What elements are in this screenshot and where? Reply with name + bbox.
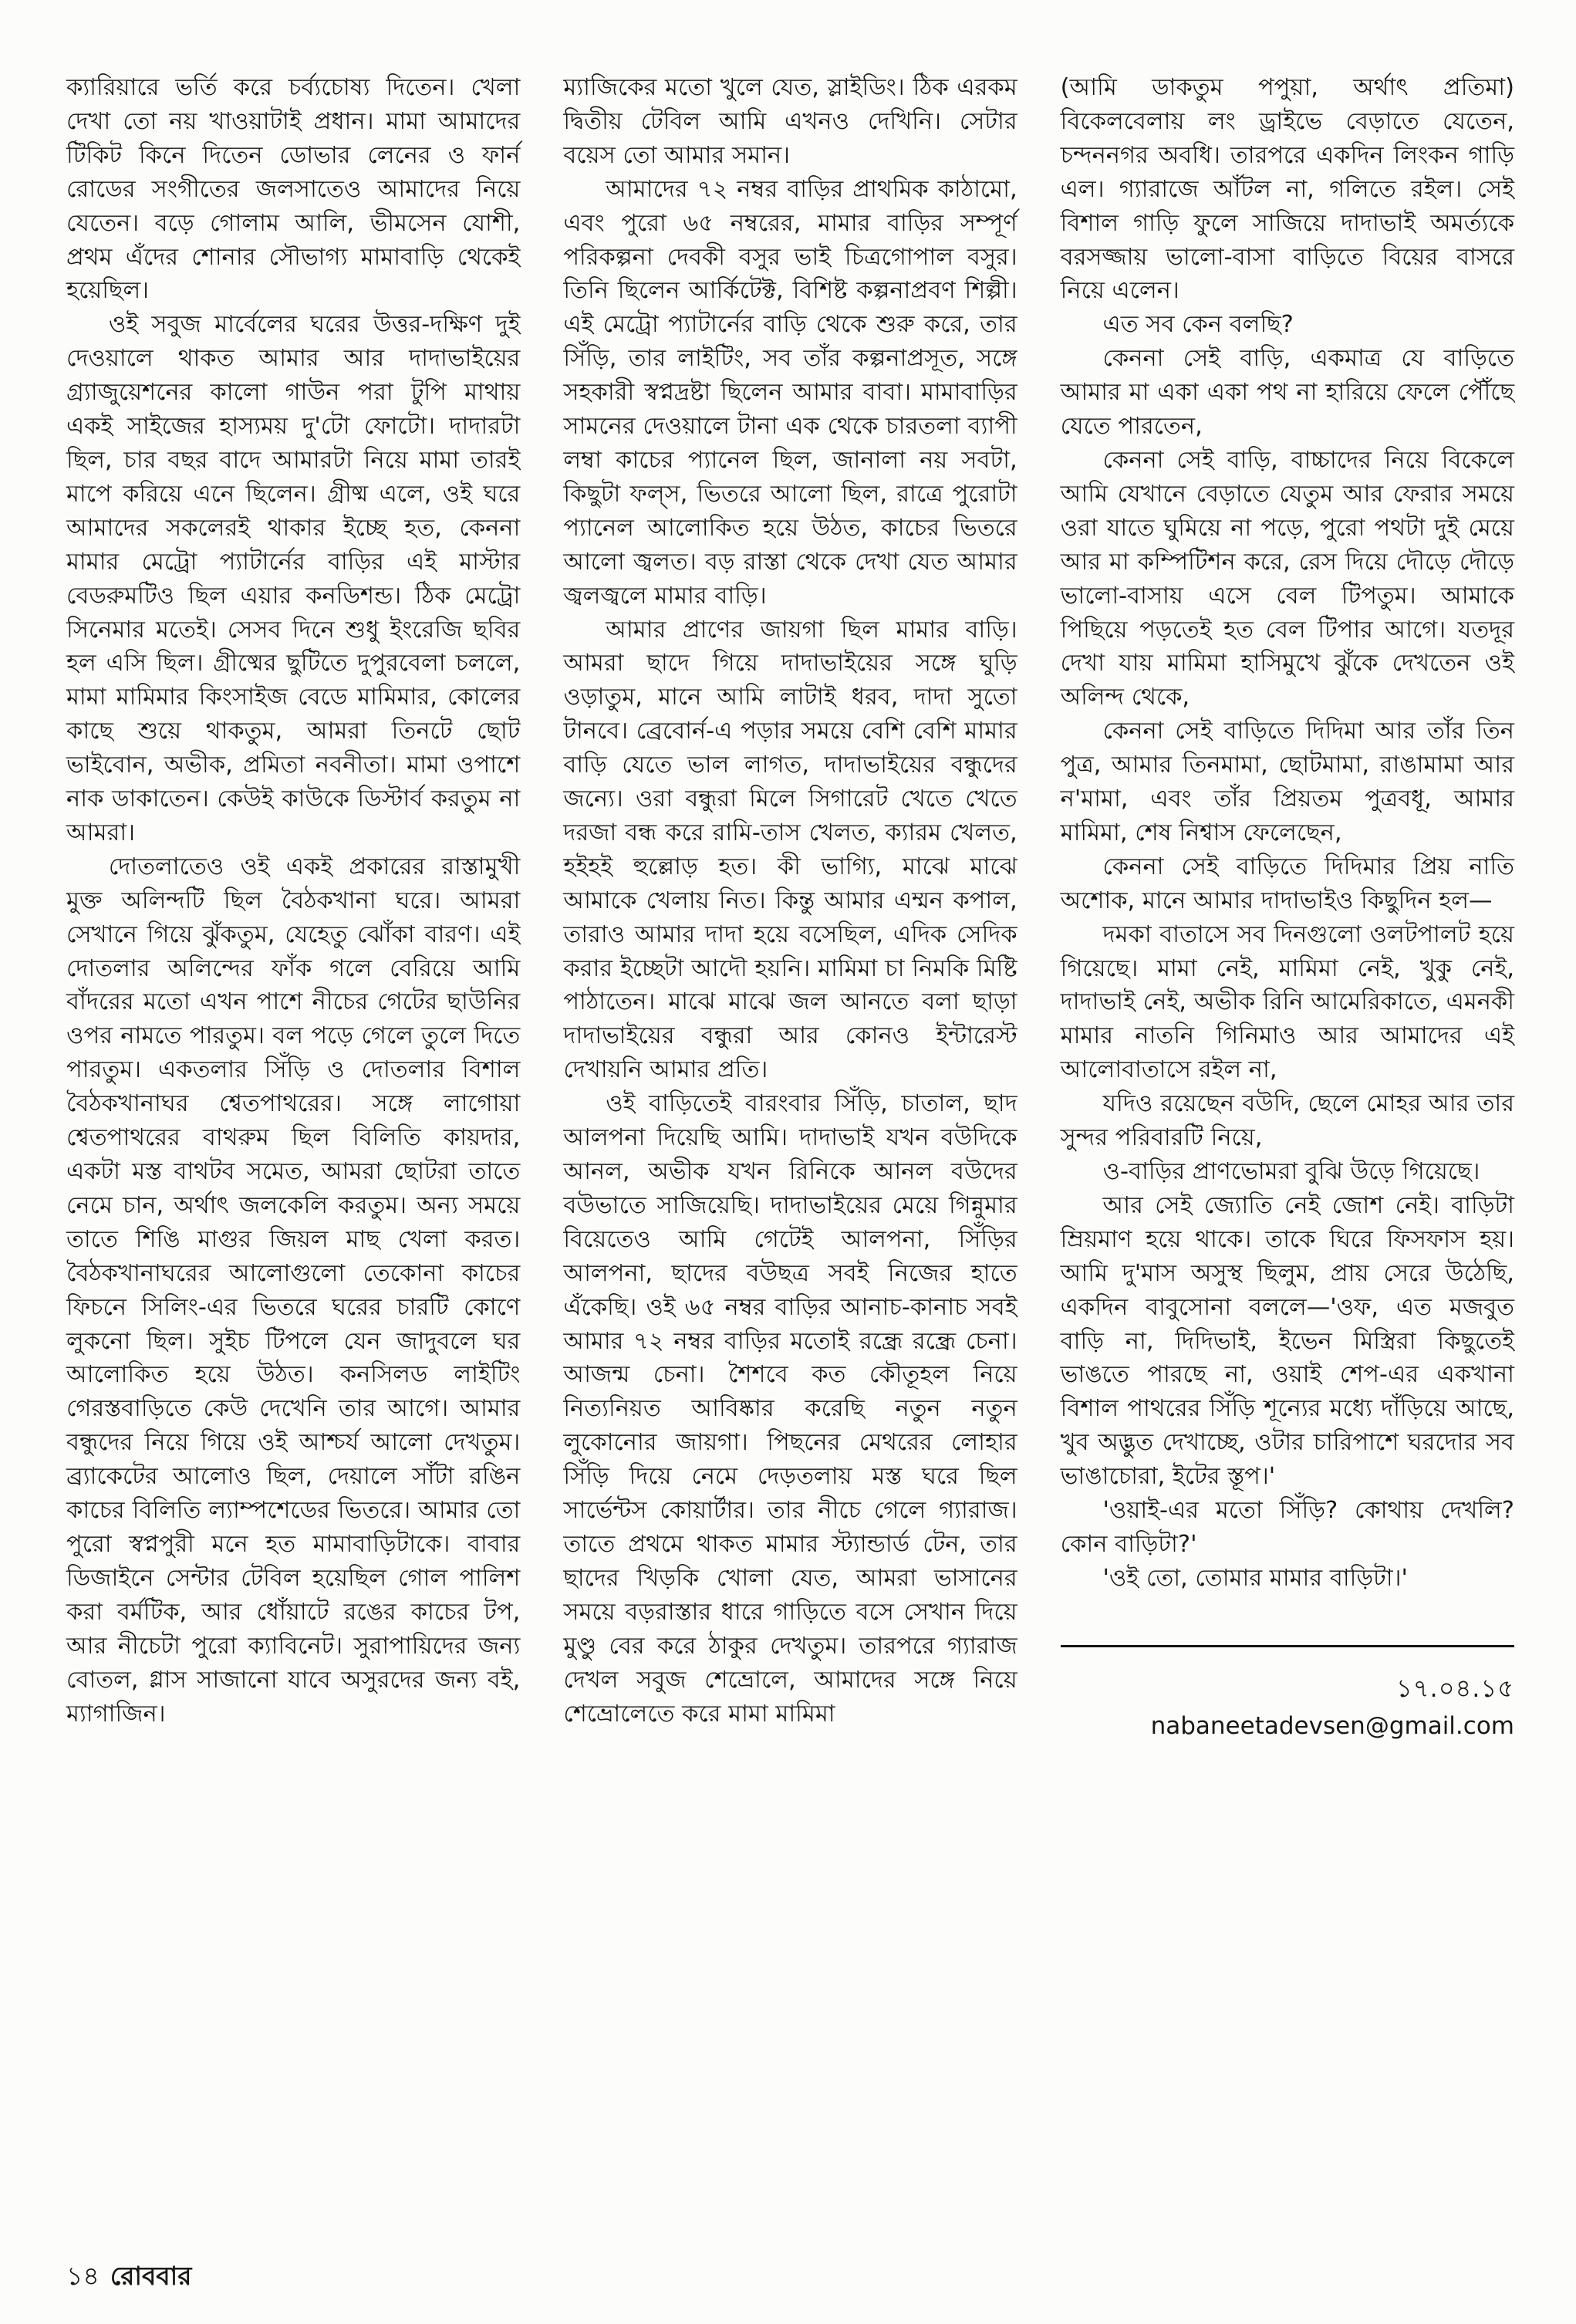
article-paragraph: ম্যাজিকের মতো খুলে যেত, স্লাইডিং। ঠিক এরকম দ্বিতীয় টেবিল আমি এখনও দেখিনি। সেটার বয়েস তো আমার সমান। [563, 74, 1017, 169]
article-paragraph: আর সেই জ্যোতি নেই জোশ নেই। বাড়িটা ম্রিয়মাণ হয়ে থাকে। তাকে ঘিরে ফিসফাস হয়। আমি দু'মাস অসুস্থ ছিলুম, প্রায় সেরে উঠেছি, একদিন বাবুসোনা বললে—'ওফ, এত মজবুত বাড়ি না, দিদিভাই, ইভেন মিস্ত্রিরা কিছুতেই ভাঙতে পারছে না, ওয়াই শেপ-এর একখানা বিশাল পাথরের সিঁড়ি শূন্যের মধ্যে দাঁড়িয়ে আছে, খুব অদ্ভুত দেখাচ্ছে, ওটার চারিপাশে ঘরদোর সব ভাঙাচোরা, ইটের স্তূপ।' [1060, 1191, 1514, 1491]
article-paragraph: এত সব কেন বলছি? [1102, 311, 1294, 339]
article-paragraph: কেননা সেই বাড়ি, একমাত্র যে বাড়িতে আমার মা একা একা পথ না হারিয়ে ফেলে পৌঁছে যেতে পারতেন, [1060, 345, 1514, 441]
article-column-1 [66, 71, 520, 1743]
article-paragraph: দোতলাতেও ওই একই প্রকারের রাস্তামুখী মুক্ত অলিন্দটি ছিল বৈঠকখানা ঘরে। আমরা সেখানে গিয়ে ঝুঁকতুম, যেহেতু ঝোঁকা বারণ। এই দোতলার অলিন্দের ফাঁক গলে বেরিয়ে আমি বাঁদরের মতো এখন পাশে নীচের গেটের ছাউনির ওপর নামতে পারতুম। বল পড়ে গেলে তুলে দিতে পারতুম। একতলার সিঁড়ি ও দোতলার বিশাল বৈঠকখানাঘর শ্বেতপাথরের। সঙ্গে লাগোয়া শ্বেতপাথরের বাথরুম ছিল বিলিতি কায়দার, একটা মস্ত বাথটব সমেত, আমরা ছোটরা তাতে নেমে চান, অর্থাৎ জলকেলি করতুম। অন্য সময়ে তাতে শিঙি মাগুর জিয়ল মাছ খেলা করত। বৈঠকখানাঘরের আলোগুলো তেকোনা কাচের ফিচনে সিলিং-এর ভিতরে ঘরের চারটি কোণে লুকনো ছিল। সুইচ টিপলে যেন জাদুবলে ঘর আলোকিত হয়ে উঠত। কনসিলড লাইটিং গেরস্তবাড়িতে কেউ দেখেনি তার আগে। আমার বন্ধুদের নিয়ে গিয়ে ওই আশ্চর্য আলো দেখতুম। ব্র্যাকেটের আলোও ছিল, দেয়ালে সাঁটা রঙিন কাচের বিলিতি ল্যাম্পশেডের ভিতরে। আমার তো পুরো স্বপ্নপুরী মনে হত মামাবাড়িটাকে। বাবার ডিজাইনে সেন্টার টেবিল হয়েছিল গোল পালিশ করা বর্মটিক, আর ধোঁয়াটে রঙের কাচের টপ, আর নীচেটা পুরো ক্যাবিনেট। সুরাপায়িদের জন্য বোতল, গ্লাস সাজানো যাবে অসুরদের জন্য বই, ম্যাগাজিন। [66, 853, 521, 1728]
article-paragraph: ও-বাড়ির প্রাণভোমরা বুঝি উড়ে গিয়েছে। [1102, 1158, 1480, 1185]
article-paragraph: কেননা সেই বাড়িতে দিদিমার প্রিয় নাতি অশোক, মানে আমার দাদাভাইও কিছুদিন হল— [1060, 853, 1514, 914]
signature-block [1061, 1645, 1514, 1744]
article-column-3-text [1061, 71, 1514, 1596]
page-footer [66, 2256, 191, 2299]
article-column-2 [563, 71, 1017, 1743]
article-paragraph: আমাদের ৭২ নম্বর বাড়ির প্রাথমিক কাঠামো, এবং পুরো ৬৫ নম্বরের, মামার বাড়ির সম্পূর্ণ পরিকল্পনা দেবকী বসুর ভাই চিত্রগোপাল বসুর। তিনি ছিলেন আর্কিটেক্ট, বিশিষ্ট কল্পনাপ্রবণ শিল্পী। এই মেট্রো প্যাটার্নের বাড়ি থেকে শুরু করে, তার সিঁড়ি, তার লাইটিং, সব তাঁর কল্পনাপ্রসূত, সঙ্গে সহকারী স্বপ্নদ্রষ্টা ছিলেন আমার বাবা। মামাবাড়ির সামনের দেওয়ালে টানা এক থেকে চারতলা ব্যাপী লম্বা কাচের প্যানেল ছিল, জানালা নয় সবটা, কিছুটা ফল্স, ভিতরে আলো ছিল, রাত্রে পুরোটা প্যানেল আলোকিত হয়ে উঠত, কাচের ভিতরে আলো জ্বলত। বড় রাস্তা থেকে দেখা যেত আমার জ্বলজ্বলে মামার বাড়ি। [563, 175, 1017, 610]
article-paragraph: কেননা সেই বাড়ি, বাচ্চাদের নিয়ে বিকেলে আমি যেখানে বেড়াতে যেতুম আর ফেরার সময়ে ওরা যাতে ঘুমিয়ে না পড়ে, পুরো পথটা দুই মেয়ে আর মা কম্পিটিশন করে, রেস দিয়ে দৌড়ে দৌড়ে ভালো-বাসায় এসে বেল টিপতুম। আমাকে পিছিয়ে পড়তেই হত বেল টিপার আগে। যতদূর দেখা যায় মামিমা হাসিমুখে ঝুঁকে দেখতেন ওই অলিন্দ থেকে, [1060, 446, 1514, 711]
magazine-brand: রোববার [110, 2261, 192, 2291]
article-paragraph: যদিও রয়েছেন বউদি, ছেলে মোহর আর তার সুন্দর পরিবারটি নিয়ে, [1060, 1090, 1514, 1152]
article-paragraph: (আমি ডাকতুম পপুয়া, অর্থাৎ প্রতিমা) বিকেলবেলায় লং ড্রাইভে বেড়াতে যেতেন, চন্দননগর অবধি। তারপরে একদিন লিংকন গাড়ি এল। গ্যারাজে আঁটল না, গলিতে রইল। সেই বিশাল গাড়ি ফুলে সাজিয়ে দাদাভাই অমর্ত্যকে বরসজ্জায় ভালো-বাসা বাড়িতে বিয়ের বাসরে নিয়ে এলেন। [1060, 74, 1514, 305]
page-number: ১৪ [66, 2261, 100, 2291]
signature-divider [1061, 1645, 1514, 1647]
author-email: nabaneetadevsen@gmail.com [1150, 1711, 1514, 1740]
article-paragraph: 'ওই তো, তোমার মামার বাড়িটা।' [1102, 1564, 1408, 1592]
article-paragraph: ওই বাড়িতেই বারংবার সিঁড়ি, চাতাল, ছাদ আলপনা দিয়েছি আমি। দাদাভাই যখন বউদিকে আনল, অভীক যখন রিনিকে আনল বউদের বউভাতে সাজিয়েছি। দাদাভাইয়ের মেয়ে গিন্নুমার বিয়েতেও আমি গেটেই আলপনা, সিঁড়ির আলপনা, ছাদের বউছত্র সবই নিজের হাতে এঁকেছি। ওই ৬৫ নম্বর বাড়ির আনাচ-কানাচ সবই আমার ৭২ নম্বর বাড়ির মতোই রন্ধ্রে রন্ধ্রে চেনা। আজন্ম চেনা। শৈশবে কত কৌতূহল নিয়ে নিত্যনিয়ত আবিষ্কার করেছি নতুন নতুন লুকোনোর জায়গা। পিছনের মেথরের লোহার সিঁড়ি দিয়ে নেমে দেড়তলায় মস্ত ঘরে ছিল সার্ভেন্টস কোয়ার্টার। তার নীচে গেলে গ্যারাজ। তাতে প্রথমে থাকত মামার স্ট্যান্ডার্ড টেন, তার ছাদের খিড়কি খোলা যেত, আমরা ভাসানের সময়ে বড়রাস্তার ধারে গাড়িতে বসে সেখান দিয়ে মুণ্ডু বের করে ঠাকুর দেখতুম। তারপরে গ্যারাজ দেখল সবুজ শেভ্রোলে, আমাদের সঙ্গে নিয়ে শেভ্রোলেতে করে মামা মামিমা [563, 1090, 1017, 1728]
article-paragraph: কেননা সেই বাড়িতে দিদিমা আর তাঁর তিন পুত্র, আমার তিনমামা, ছোটমামা, রাঙামামা আর ন'মামা, এবং তাঁর প্রিয়তম পুত্রবধূ, আমার মামিমা, শেষ নিশ্বাস ফেলেছেন, [1060, 718, 1514, 846]
article-paragraph: ওই সবুজ মার্বেলের ঘরের উত্তর-দক্ষিণ দুই দেওয়ালে থাকত আমার আর দাদাভাইয়ের গ্র্যাজুয়েশনের কালো গাউন পরা টুপি মাথায় একই সাইজের হাস্যময় দু'টো ফোটো। দাদারটা ছিল, চার বছর বাদে আমারটা নিয়ে মামা তারই মাপে করিয়ে এনে ছিলেন। গ্রীষ্ম এলে, ওই ঘরে আমাদের সকলেরই থাকার ইচ্ছে হত, কেননা মামার মেট্রো প্যাটার্নের বাড়ির এই মাস্টার বেডরুমটিও ছিল এয়ার কনডিশন্ড। ঠিক মেট্রো সিনেমার মতেই। সেসব দিনে শুধু ইংরেজি ছবির হল এসি ছিল। গ্রীষ্মের ছুটিতে দুপুরবেলা চললে, মামা মামিমার কিংসাইজ বেডে মামিমার, কোলের কাছে শুয়ে থাকতুম, আমরা তিনটে ছোট ভাইবোন, অভীক, প্রমিতা নবনীতা। মামা ওপাশে নাক ডাকাতেন। কেউই কাউকে ডিস্টার্ব করতুম না আমরা। [66, 311, 521, 846]
article-paragraph: আমার প্রাণের জায়গা ছিল মামার বাড়ি। আমরা ছাদে গিয়ে দাদাভাইয়ের সঙ্গে ঘুড়ি ওড়াতুম, মানে আমি লাটাই ধরব, দাদা সুতো টানবে। ব্রেবোর্ন-এ পড়ার সময়ে বেশি বেশি মামার বাড়ি যেতে ভাল লাগত, দাদাভাইয়ের বন্ধুদের জন্যে। ওরা বন্ধুরা মিলে সিগারেট খেতে খেতে দরজা বন্ধ করে রামি-তাস খেলত, ক্যারম খেলত, হইহই হুল্লোড় হত। কী ভাগ্যি, মাঝে মাঝে আমাকে খেলায় নিত। কিন্তু আমার এম্মন কপাল, তারাও আমার দাদা হয়ে বসেছিল, এদিক সেদিক করার ইচ্ছেটা আদৌ হয়নি। মামিমা চা নিমকি মিষ্টি পাঠাতেন। মাঝে মাঝে জল আনতে বলা ছাড়া দাদাভাইয়ের বন্ধুরা আর কোনও ইন্টারেস্ট দেখায়নি আমার প্রতি। [563, 616, 1017, 1084]
article-column-3 [1061, 71, 1514, 1743]
article-paragraph: ক্যারিয়ারে ভর্তি করে চর্ব্যচোষ্য দিতেন। খেলা দেখা তো নয় খাওয়াটাই প্রধান। মামা আমাদের টিকিট কিনে দিতেন ডোভার লেনের ও ফার্ন রোডের সংগীতের জলসাতেও আমাদের নিয়ে যেতেন। বড়ে গোলাম আলি, ভীমসেন যোশী, প্রথম এঁদের শোনার সৌভাগ্য মামাবাড়ি থেকেই হয়েছিল। [66, 74, 521, 305]
article-paragraph: 'ওয়াই-এর মতো সিঁড়ি? কোথায় দেখলি? কোন বাড়িটা?' [1060, 1497, 1514, 1558]
article-date: ১৭.০৪.১৫ [1395, 1673, 1514, 1703]
article-paragraph: দমকা বাতাসে সব দিনগুলো ওলটপালট হয়ে গিয়েছে। মামা নেই, মামিমা নেই, খুকু নেই, দাদাভাই নেই, অভীক রিনি আমেরিকাতে, এমনকী মামার নাতনি গিনিমাও আর আমাদের এই আলোবাতাসে রইল না, [1060, 920, 1514, 1084]
